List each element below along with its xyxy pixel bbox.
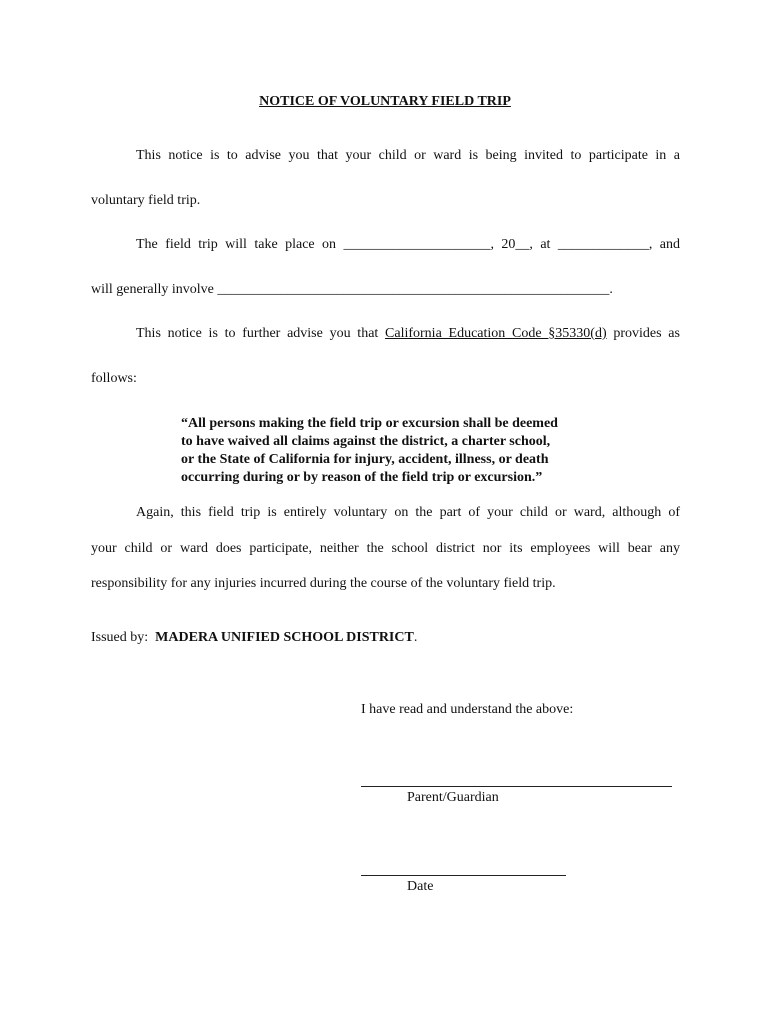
education-code-link[interactable]: California Education Code §35330(d) bbox=[385, 326, 607, 341]
date-label: Date bbox=[407, 879, 434, 894]
parent-guardian-label: Parent/Guardian bbox=[407, 790, 499, 805]
paragraph-3-prefix: This notice is to further advise you that bbox=[136, 326, 386, 341]
paragraph-1-line-1: This notice is to advise you that your child or ward is being invited to participate in a bbox=[136, 148, 680, 163]
quote-block bbox=[181, 415, 558, 487]
quote-line-1: “All persons making the field trip or excursion shall be deemed bbox=[181, 416, 558, 431]
district-name: MADERA UNIFIED SCHOOL DISTRICT bbox=[155, 630, 414, 645]
issued-by bbox=[91, 630, 680, 646]
acknowledgement-text: I have read and understand the above: bbox=[361, 702, 574, 717]
paragraph-3-line-1 bbox=[136, 326, 680, 342]
paragraph-3-line-2: follows: bbox=[91, 371, 137, 386]
paragraph-1-line-2: voluntary field trip. bbox=[91, 193, 201, 208]
parent-signature-line[interactable] bbox=[361, 786, 672, 787]
paragraph-4-line-3: responsibility for any injuries incurred during the course of the voluntary field trip. bbox=[91, 576, 556, 591]
quote-line-3: or the State of California for injury, accident, illness, or death bbox=[181, 452, 549, 467]
paragraph-3-suffix: provides as bbox=[606, 326, 680, 341]
quote-line-4: occurring during or by reason of the field trip or excursion.” bbox=[181, 470, 543, 485]
paragraph-4-line-1: Again, this field trip is entirely voluntary on the part of your child or ward, although of bbox=[136, 505, 680, 520]
quote-line-2: to have waived all claims against the district, a charter school, bbox=[181, 434, 551, 449]
page-title: NOTICE OF VOLUNTARY FIELD TRIP bbox=[259, 94, 511, 109]
issued-period: . bbox=[413, 630, 418, 645]
paragraph-4-line-2: your child or ward does participate, neither the school district nor its employees will bear any bbox=[91, 541, 680, 556]
paragraph-2-line-2: will generally involve ________________________________________________________. bbox=[91, 282, 613, 297]
date-signature-line[interactable] bbox=[361, 875, 566, 876]
paragraph-2-line-1: The field trip will take place on _____________________, 20__, at _____________, and bbox=[136, 237, 680, 252]
issued-by-label: Issued by: bbox=[91, 630, 156, 645]
